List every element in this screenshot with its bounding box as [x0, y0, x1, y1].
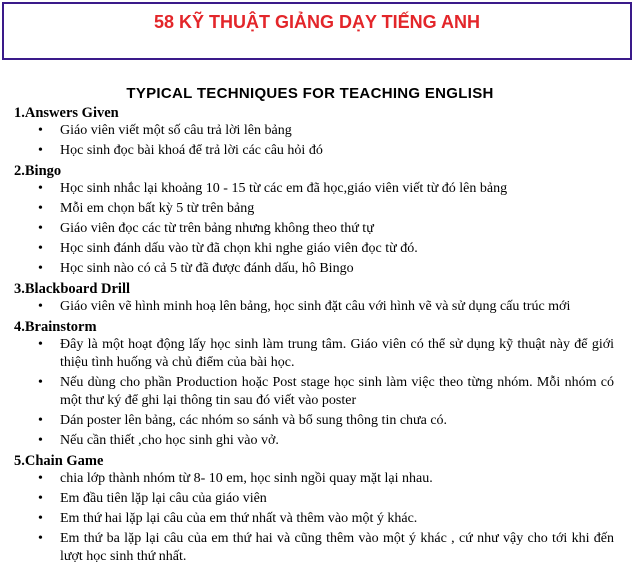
list-item: • Đây là một hoạt động lấy học sinh làm trung tâm. Giáo viên có thể sử dụng kỹ thuật này để giới thiệu tình huống và chủ điểm của bài học.: [14, 336, 614, 372]
bullet-list: [14, 180, 614, 278]
list-item: • Học sinh nhắc lại khoảng 10 - 15 từ các em đã học,giáo viên viết từ đó lên bảng: [14, 180, 614, 198]
section-chain-game: [14, 452, 614, 566]
list-item: • Học sinh đọc bài khoá để trả lời các câu hỏi đó: [14, 142, 614, 160]
section-title: 4.Brainstorm: [14, 319, 97, 335]
bullet-list: [14, 336, 614, 450]
section-blackboard-drill: [14, 280, 614, 316]
list-item: • Mỗi em chọn bất kỳ 5 từ trên bảng: [14, 200, 614, 218]
list-item: • Giáo viên đọc các từ trên bảng nhưng không theo thứ tự: [14, 220, 614, 238]
section-title: 5.Chain Game: [14, 453, 104, 469]
list-item: • Em đầu tiên lặp lại câu của giáo viên: [14, 490, 614, 508]
section-brainstorm: [14, 318, 614, 450]
section-title: 2.Bingo: [14, 163, 62, 179]
bullet-list: [14, 122, 614, 160]
list-item: • Nếu cần thiết ,cho học sinh ghi vào vở.: [14, 432, 614, 450]
section-answers-given: [14, 104, 614, 160]
list-item: • Giáo viên viết một số câu trả lời lên bảng: [14, 122, 614, 140]
document-title: 58 KỸ THUẬT GIẢNG DẠY TIẾNG ANH: [153, 12, 481, 32]
list-item: • Em thứ ba lặp lại câu của em thứ hai và cũng thêm vào một ý khác , cứ như vậy cho tới khi đến lượt học sinh thứ nhất.: [14, 530, 614, 566]
document-body: [14, 104, 614, 568]
bullet-list: [14, 470, 614, 566]
list-item: • Nếu dùng cho phần Production hoặc Post stage học sinh làm việc theo từng nhóm. Mỗi nhóm có một thư ký để ghi lại thông tin sau đó viết vào poster: [14, 374, 614, 410]
list-item: • Dán poster lên bảng, các nhóm so sánh và bổ sung thông tin chưa có.: [14, 412, 614, 430]
list-item: • Giáo viên vẽ hình minh hoạ lên bảng, học sinh đặt câu với hình vẽ và sử dụng cấu trúc mới: [14, 298, 614, 316]
title-banner: [2, 2, 632, 60]
section-title: 3.Blackboard Drill: [14, 281, 131, 297]
list-item: • chia lớp thành nhóm từ 8- 10 em, học sinh ngồi quay mặt lại nhau.: [14, 470, 614, 488]
bullet-list: [14, 298, 614, 316]
document-subtitle: TYPICAL TECHNIQUES FOR TEACHING ENGLISH: [126, 85, 494, 102]
list-item: • Học sinh nào có cả 5 từ đã được đánh dấu, hô Bingo: [14, 260, 614, 278]
list-item: • Học sinh đánh dấu vào từ đã chọn khi nghe giáo viên đọc từ đó.: [14, 240, 614, 258]
section-title: 1.Answers Given: [14, 105, 119, 121]
list-item: • Em thứ hai lặp lại câu của em thứ nhất và thêm vào một ý khác.: [14, 510, 614, 528]
section-bingo: [14, 162, 614, 278]
